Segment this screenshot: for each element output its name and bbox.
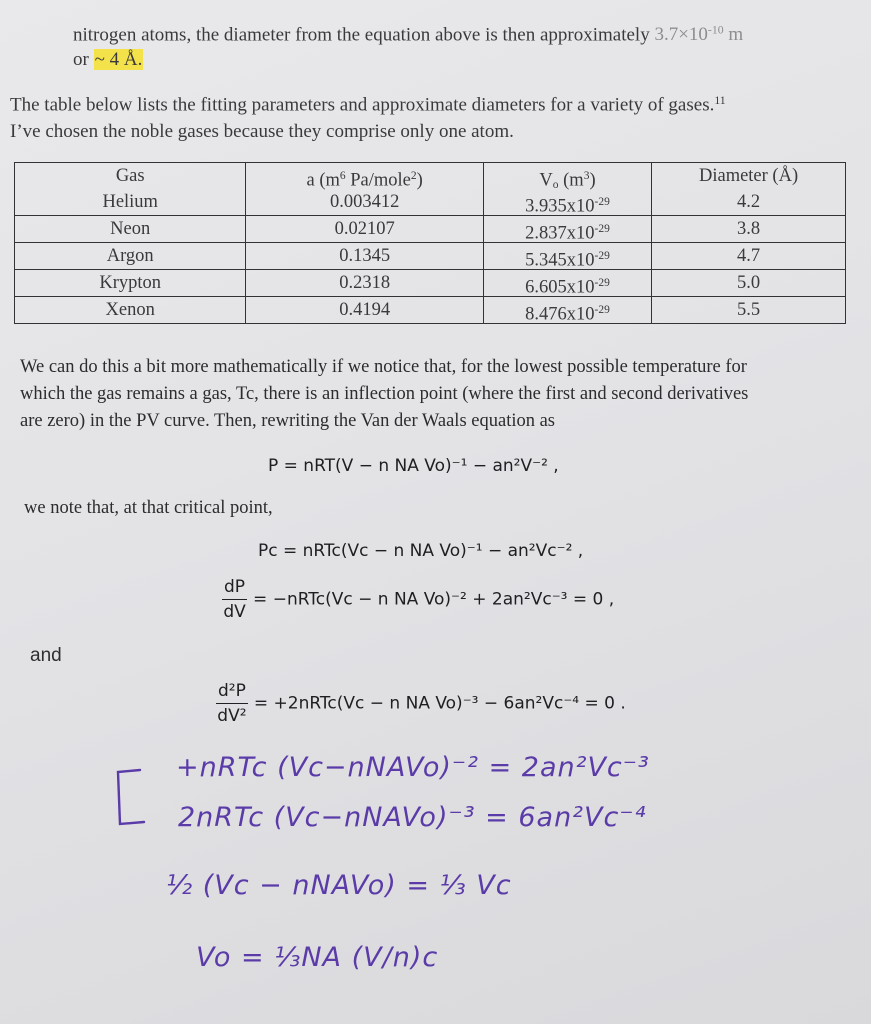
- vo-value: $6.605x10^{-29}$: [525, 277, 610, 298]
- table-intro-line-2: I’ve chosen the noble gases because they comprise only one atom.: [10, 121, 514, 142]
- header-diameter: Diameter (Å): [698, 166, 799, 186]
- first-derivative-equation: [222, 577, 614, 622]
- header-gas: Gas: [115, 166, 145, 186]
- second-derivative-equation: [216, 681, 626, 726]
- critical-point-note: we note that, at that critical point,: [24, 498, 273, 518]
- diameter-column: [652, 163, 846, 216]
- intro-unit: m: [728, 24, 744, 46]
- dp-numerator: dP: [222, 577, 247, 600]
- highlighted-diameter: ~ 4 Å.: [94, 49, 143, 70]
- dp-dv-fraction: [222, 577, 247, 622]
- vo-value: $5.345x10^{-29}$: [525, 250, 610, 271]
- intro-or: or: [73, 49, 89, 70]
- a-value: 0.1345: [339, 246, 391, 266]
- intro-exponent: -10: [707, 24, 724, 37]
- a-column: [246, 163, 483, 216]
- gas-name: Xenon: [105, 300, 155, 320]
- a-value: 0.003412: [329, 192, 400, 212]
- vo-value: $8.476x10^{-29}$: [525, 304, 610, 325]
- paragraph-line-1: We can do this a bit more mathematically if we notice that, for the lowest possible temperature for: [20, 357, 747, 377]
- d2p-dv2-fraction: [216, 681, 248, 726]
- diameter-value: 4.7: [737, 246, 761, 266]
- critical-pressure-equation: Pc = nRTc(Vc − n NA Vo)⁻¹ − an²Vc⁻² ,: [258, 541, 584, 561]
- diameter-value: 5.0: [737, 273, 761, 293]
- second-derivative-rhs: = +2nRTc(Vc − n NA Vo)⁻³ − 6an²Vc⁻⁴ = 0 .: [253, 693, 626, 714]
- vdw-equation: P = nRT(V − n NA Vo)⁻¹ − an²V⁻² ,: [268, 456, 559, 476]
- footnote-marker: 11: [714, 94, 726, 107]
- gas-name: Krypton: [99, 273, 162, 293]
- header-a: a ($m^6$ Pa/mole$^2$): [306, 170, 423, 191]
- intro-text: nitrogen atoms, the diameter from the equation above is then approximately: [73, 24, 650, 46]
- vo-column: [483, 163, 651, 216]
- table-row: [15, 270, 846, 297]
- handwritten-line-4: Vo = ⅓NA (V/n)c: [196, 942, 439, 973]
- and-label: and: [30, 645, 62, 666]
- header-vo: $V_o$ $(m^3)$: [539, 170, 596, 192]
- table-row: [15, 216, 846, 243]
- first-derivative-rhs: = −nRTc(Vc − n NA Vo)⁻² + 2an²Vc⁻³ = 0 ,: [253, 589, 615, 610]
- gas-name: Helium: [102, 192, 158, 212]
- intro-value: 3.7×10: [654, 24, 708, 46]
- d2p-numerator: d²P: [216, 681, 248, 704]
- handwritten-line-2: 2nRTc (Vc−nNAVo)⁻³ = 6an²Vc⁻⁴: [178, 802, 647, 833]
- vo-value: $3.935x10^{-29}$: [525, 196, 610, 217]
- diameter-value: 4.2: [737, 192, 761, 212]
- a-value: 0.4194: [339, 300, 391, 320]
- table-header-row: [15, 163, 846, 216]
- table-row: [15, 297, 846, 324]
- vo-value: $2.837x10^{-29}$: [525, 223, 610, 244]
- dv2-denominator: dV²: [217, 706, 247, 726]
- handwritten-line-3: ½ (Vc − nNAVo) = ⅓ Vc: [166, 870, 512, 901]
- a-value: 0.2318: [339, 273, 391, 293]
- a-value: 0.02107: [334, 219, 395, 239]
- intro-line-2: [73, 49, 143, 71]
- paragraph-line-3: are zero) in the PV curve. Then, rewriting the Van der Waals equation as: [20, 411, 556, 431]
- table-intro-line-1: [10, 94, 726, 116]
- gas-column: [15, 163, 246, 216]
- diameter-value: 3.8: [737, 219, 761, 239]
- gas-table: [14, 162, 846, 324]
- diameter-value: 5.5: [737, 300, 761, 320]
- handwritten-line-1: +nRTc (Vc−nNAVo)⁻² = 2an²Vc⁻³: [176, 752, 650, 783]
- table-intro-text: The table below lists the fitting parameters and approximate diameters for a variety of gases.: [10, 94, 715, 116]
- gas-name: Neon: [110, 219, 151, 239]
- intro-line-1: [73, 24, 743, 46]
- handwritten-bracket: [110, 762, 150, 834]
- dv-denominator: dV: [223, 602, 246, 622]
- paragraph-line-2: which the gas remains a gas, Tc, there is an inflection point (where the first and second derivatives: [20, 384, 749, 404]
- table-row: [15, 243, 846, 270]
- gas-name: Argon: [106, 246, 154, 266]
